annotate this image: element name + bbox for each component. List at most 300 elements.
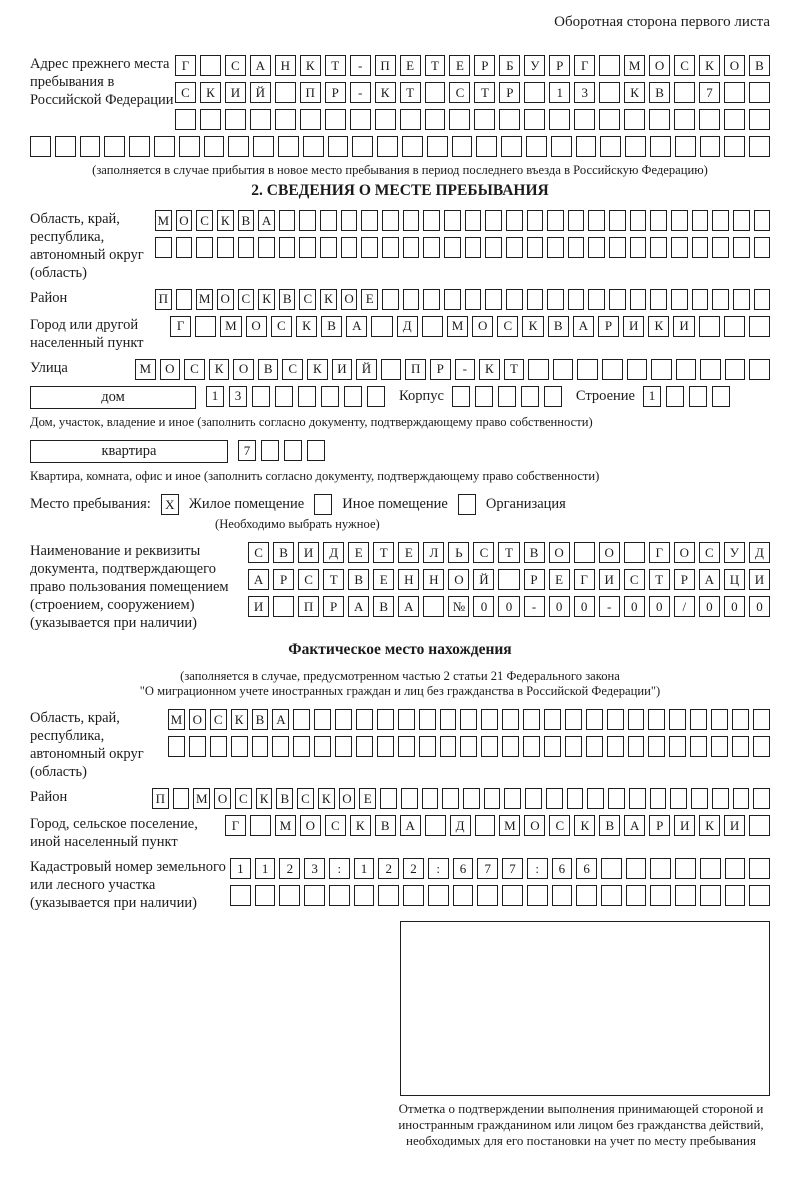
- char-cell: А: [346, 316, 367, 337]
- char-cell: [733, 788, 750, 809]
- char-cell: [367, 386, 385, 407]
- char-cell: [712, 386, 730, 407]
- char-cell: [506, 289, 523, 310]
- stay-option-other-checkbox: [314, 494, 332, 515]
- char-cell: К: [479, 359, 500, 380]
- char-cell: В: [599, 815, 620, 836]
- char-cell: В: [524, 542, 545, 563]
- char-cell: [485, 210, 502, 231]
- char-cell: Р: [474, 55, 495, 76]
- char-cell: [444, 237, 461, 258]
- street-label: Улица: [30, 359, 68, 376]
- char-cell: 0: [574, 596, 595, 617]
- char-cell: С: [238, 289, 255, 310]
- char-cell: А: [272, 709, 289, 730]
- char-cell: [501, 136, 522, 157]
- document-row-2: [248, 569, 770, 590]
- char-cell: [252, 736, 269, 757]
- char-cell: 6: [453, 858, 474, 879]
- char-cell: [298, 386, 316, 407]
- char-cell: [650, 237, 667, 258]
- char-cell: Н: [398, 569, 419, 590]
- char-cell: [463, 788, 480, 809]
- char-cell: О: [160, 359, 181, 380]
- char-cell: [275, 386, 293, 407]
- char-cell: О: [724, 55, 745, 76]
- char-cell: [753, 736, 770, 757]
- char-cell: О: [339, 788, 356, 809]
- char-cell: [401, 788, 418, 809]
- prev-address-note: (заполняется в случае прибытия в новое место пребывания в период последнего въезда в Российскую Федерацию): [92, 163, 708, 177]
- char-cell: [669, 736, 686, 757]
- char-cell: [608, 788, 625, 809]
- char-cell: [725, 359, 746, 380]
- char-cell: Г: [649, 542, 670, 563]
- char-cell: М: [193, 788, 210, 809]
- char-cell: [356, 709, 373, 730]
- char-cell: [749, 815, 770, 836]
- char-cell: [674, 82, 695, 103]
- char-cell: Г: [175, 55, 196, 76]
- city-row: [30, 316, 770, 353]
- char-cell: -: [455, 359, 476, 380]
- stay-option-organization-checkbox: [458, 494, 476, 515]
- char-cell: [588, 237, 605, 258]
- char-cell: [465, 210, 482, 231]
- char-cell: Р: [430, 359, 451, 380]
- actual-district-label: Район: [30, 789, 68, 806]
- char-cell: Л: [423, 542, 444, 563]
- char-cell: [599, 109, 620, 130]
- char-cell: [711, 736, 728, 757]
- char-cell: С: [225, 55, 246, 76]
- char-cell: Ц: [724, 569, 745, 590]
- char-cell: [371, 316, 392, 337]
- char-cell: [252, 386, 270, 407]
- house-type-box: дом: [30, 386, 196, 409]
- char-cell: [328, 136, 349, 157]
- char-cell: 1: [230, 858, 251, 879]
- char-cell: [648, 736, 665, 757]
- char-cell: [498, 386, 516, 407]
- char-cell: [458, 494, 476, 515]
- char-cell: [691, 788, 708, 809]
- char-cell: А: [699, 569, 720, 590]
- char-cell: П: [152, 788, 169, 809]
- char-cell: [428, 885, 449, 906]
- char-cell: О: [524, 815, 545, 836]
- char-cell: [375, 109, 396, 130]
- char-cell: [344, 386, 362, 407]
- char-cell: К: [209, 359, 230, 380]
- char-cell: [460, 709, 477, 730]
- char-cell: [700, 359, 721, 380]
- char-cell: [465, 237, 482, 258]
- char-cell: У: [524, 55, 545, 76]
- char-cell: [699, 316, 720, 337]
- char-cell: [733, 237, 750, 258]
- char-cell: О: [472, 316, 493, 337]
- char-cell: [200, 109, 221, 130]
- char-cell: Ь: [448, 542, 469, 563]
- char-cell: [284, 440, 302, 461]
- char-cell: [279, 237, 296, 258]
- actual-region-label: Область, край, республика, автономный округ (область): [30, 710, 144, 781]
- char-cell: [419, 709, 436, 730]
- char-cell: [574, 109, 595, 130]
- char-cell: Т: [373, 542, 394, 563]
- char-cell: [314, 709, 331, 730]
- char-cell: №: [448, 596, 469, 617]
- char-cell: 1: [549, 82, 570, 103]
- actual-region-block: [30, 709, 770, 782]
- char-cell: [553, 359, 574, 380]
- char-cell: [692, 289, 709, 310]
- korpus-cells: [452, 386, 562, 407]
- char-cell: [628, 736, 645, 757]
- char-cell: [724, 316, 745, 337]
- char-cell: [650, 788, 667, 809]
- char-cell: [609, 210, 626, 231]
- char-cell: Й: [250, 82, 271, 103]
- char-cell: 0: [549, 596, 570, 617]
- char-cell: [499, 109, 520, 130]
- char-cell: И: [749, 569, 770, 590]
- prev-address-row-1: [175, 55, 770, 76]
- char-cell: [475, 386, 493, 407]
- char-cell: [676, 359, 697, 380]
- char-cell: 0: [498, 596, 519, 617]
- char-cell: [630, 237, 647, 258]
- actual-district-row: [30, 788, 770, 809]
- char-cell: [576, 136, 597, 157]
- char-cell: [733, 210, 750, 231]
- char-cell: [700, 136, 721, 157]
- cadastral-row-1: [230, 858, 770, 879]
- char-cell: [378, 885, 399, 906]
- char-cell: [675, 858, 696, 879]
- region-label: Область, край, республика, автономный округ (область): [30, 211, 144, 282]
- char-cell: [749, 858, 770, 879]
- char-cell: [403, 885, 424, 906]
- char-cell: [690, 709, 707, 730]
- char-cell: А: [573, 316, 594, 337]
- char-cell: [255, 885, 276, 906]
- char-cell: [568, 289, 585, 310]
- char-cell: К: [318, 788, 335, 809]
- document-row-1: [248, 542, 770, 563]
- char-cell: А: [248, 569, 269, 590]
- char-cell: Т: [498, 542, 519, 563]
- char-cell: К: [258, 289, 275, 310]
- char-cell: 7: [238, 440, 256, 461]
- char-cell: [279, 210, 296, 231]
- char-cell: [574, 542, 595, 563]
- char-cell: [544, 386, 562, 407]
- char-cell: [524, 82, 545, 103]
- char-cell: [607, 736, 624, 757]
- char-cell: [204, 136, 225, 157]
- cadastral-label: Кадастровый номер земельного или лесного участка (указывается при наличии): [30, 859, 226, 911]
- char-cell: -: [350, 82, 371, 103]
- char-cell: [425, 82, 446, 103]
- char-cell: [724, 82, 745, 103]
- char-cell: О: [448, 569, 469, 590]
- char-cell: С: [196, 210, 213, 231]
- char-cell: С: [282, 359, 303, 380]
- char-cell: С: [298, 569, 319, 590]
- actual-location-title: Фактическое место нахождения: [288, 640, 512, 658]
- char-cell: М: [155, 210, 172, 231]
- char-cell: [528, 359, 549, 380]
- char-cell: 7: [502, 858, 523, 879]
- char-cell: [380, 788, 397, 809]
- char-cell: А: [398, 596, 419, 617]
- char-cell: [565, 736, 582, 757]
- actual-district-cells: [152, 788, 770, 809]
- char-cell: [749, 885, 770, 906]
- char-cell: [279, 885, 300, 906]
- char-cell: А: [250, 55, 271, 76]
- char-cell: [626, 858, 647, 879]
- char-cell: И: [623, 316, 644, 337]
- char-cell: Е: [359, 788, 376, 809]
- city-label: Город или другой населенный пункт: [30, 316, 144, 351]
- char-cell: [601, 885, 622, 906]
- char-cell: [307, 440, 325, 461]
- char-cell: -: [599, 596, 620, 617]
- char-cell: В: [548, 316, 569, 337]
- char-cell: [587, 788, 604, 809]
- char-cell: [155, 237, 172, 258]
- char-cell: К: [350, 815, 371, 836]
- char-cell: [427, 136, 448, 157]
- char-cell: О: [674, 542, 695, 563]
- char-cell: В: [649, 82, 670, 103]
- char-cell: В: [321, 316, 342, 337]
- char-cell: [278, 136, 299, 157]
- char-cell: В: [258, 359, 279, 380]
- char-cell: В: [238, 210, 255, 231]
- char-cell: Р: [598, 316, 619, 337]
- char-cell: К: [699, 55, 720, 76]
- char-cell: [354, 885, 375, 906]
- char-cell: [228, 136, 249, 157]
- char-cell: [423, 210, 440, 231]
- char-cell: [551, 136, 572, 157]
- char-cell: Т: [649, 569, 670, 590]
- char-cell: В: [348, 569, 369, 590]
- char-cell: 1: [354, 858, 375, 879]
- char-cell: [176, 289, 193, 310]
- char-cell: [671, 210, 688, 231]
- prev-address-block: [30, 55, 770, 130]
- char-cell: [599, 55, 620, 76]
- char-cell: С: [449, 82, 470, 103]
- char-cell: [258, 237, 275, 258]
- char-cell: [502, 885, 523, 906]
- char-cell: К: [522, 316, 543, 337]
- district-row: [30, 289, 770, 310]
- char-cell: [651, 359, 672, 380]
- char-cell: Р: [549, 55, 570, 76]
- char-cell: [475, 815, 496, 836]
- actual-region-row-2: [168, 736, 770, 757]
- char-cell: [465, 289, 482, 310]
- char-cell: О: [217, 289, 234, 310]
- char-cell: [650, 136, 671, 157]
- char-cell: Р: [524, 569, 545, 590]
- char-cell: [320, 210, 337, 231]
- apartment-type-box: квартира: [30, 440, 228, 463]
- char-cell: Т: [425, 55, 446, 76]
- char-cell: А: [400, 815, 421, 836]
- actual-city-row: [30, 815, 770, 852]
- street-cells: [135, 359, 770, 380]
- char-cell: [625, 136, 646, 157]
- char-cell: [627, 359, 648, 380]
- char-cell: [403, 237, 420, 258]
- char-cell: [325, 109, 346, 130]
- char-cell: 1: [643, 386, 661, 407]
- char-cell: И: [298, 542, 319, 563]
- char-cell: 6: [552, 858, 573, 879]
- header-note: Оборотная сторона первого листа: [554, 14, 770, 30]
- char-cell: [568, 237, 585, 258]
- char-cell: [476, 136, 497, 157]
- char-cell: [600, 136, 621, 157]
- char-cell: [361, 237, 378, 258]
- char-cell: [129, 136, 150, 157]
- char-cell: [753, 788, 770, 809]
- char-cell: [402, 136, 423, 157]
- char-cell: [189, 736, 206, 757]
- char-cell: [670, 788, 687, 809]
- char-cell: [196, 237, 213, 258]
- street-row: [30, 359, 770, 380]
- char-cell: 2: [378, 858, 399, 879]
- char-cell: [474, 109, 495, 130]
- char-cell: [481, 736, 498, 757]
- char-cell: [544, 709, 561, 730]
- char-cell: [398, 736, 415, 757]
- char-cell: 0: [749, 596, 770, 617]
- char-cell: [442, 788, 459, 809]
- char-cell: В: [375, 815, 396, 836]
- char-cell: [624, 542, 645, 563]
- char-cell: [547, 289, 564, 310]
- char-cell: 1: [206, 386, 224, 407]
- char-cell: [253, 136, 274, 157]
- char-cell: [666, 386, 684, 407]
- char-cell: [452, 386, 470, 407]
- char-cell: [725, 885, 746, 906]
- char-cell: С: [325, 815, 346, 836]
- char-cell: -: [350, 55, 371, 76]
- char-cell: 6: [576, 858, 597, 879]
- char-cell: О: [176, 210, 193, 231]
- char-cell: О: [246, 316, 267, 337]
- cadastral-block: [30, 858, 770, 913]
- char-cell: [400, 109, 421, 130]
- actual-city-label: Город, сельское поселение, иной населенный пункт: [30, 816, 198, 851]
- prev-address-row-2: [175, 82, 770, 103]
- char-cell: [403, 210, 420, 231]
- apartment-row: [30, 440, 770, 463]
- char-cell: [303, 136, 324, 157]
- char-cell: [314, 736, 331, 757]
- char-cell: [377, 709, 394, 730]
- char-cell: [650, 289, 667, 310]
- char-cell: [335, 736, 352, 757]
- char-cell: Й: [356, 359, 377, 380]
- char-cell: О: [649, 55, 670, 76]
- apartment-note: Квартира, комната, офис и иное (заполнить согласно документу, подтверждающему право собственности): [30, 469, 600, 484]
- stay-option-other-label: Иное помещение: [342, 496, 448, 513]
- char-cell: С: [674, 55, 695, 76]
- char-cell: [565, 709, 582, 730]
- char-cell: [210, 736, 227, 757]
- char-cell: [700, 858, 721, 879]
- actual-location-note-2: "О миграционном учете иностранных граждан и лиц без гражданства в Российской Федерации"): [139, 684, 661, 699]
- char-cell: [711, 709, 728, 730]
- district-label: Район: [30, 289, 68, 306]
- char-cell: М: [499, 815, 520, 836]
- char-cell: /: [674, 596, 695, 617]
- char-cell: [754, 289, 771, 310]
- char-cell: [588, 210, 605, 231]
- char-cell: Д: [749, 542, 770, 563]
- char-cell: [524, 109, 545, 130]
- char-cell: О: [549, 542, 570, 563]
- char-cell: 3: [574, 82, 595, 103]
- char-cell: [80, 136, 101, 157]
- char-cell: [749, 316, 770, 337]
- char-cell: [335, 709, 352, 730]
- char-cell: [350, 109, 371, 130]
- char-cell: О: [599, 542, 620, 563]
- char-cell: [231, 736, 248, 757]
- char-cell: [381, 359, 402, 380]
- char-cell: [749, 136, 770, 157]
- char-cell: [195, 316, 216, 337]
- region-row-1: [155, 210, 770, 231]
- char-cell: [299, 210, 316, 231]
- char-cell: С: [184, 359, 205, 380]
- char-cell: О: [300, 815, 321, 836]
- char-cell: [724, 109, 745, 130]
- char-cell: [217, 237, 234, 258]
- char-cell: Г: [574, 569, 595, 590]
- char-cell: Р: [325, 82, 346, 103]
- document-block: [30, 542, 770, 633]
- char-cell: [453, 885, 474, 906]
- char-cell: [423, 596, 444, 617]
- char-cell: [506, 237, 523, 258]
- char-cell: [352, 136, 373, 157]
- stay-option-residential-label: Жилое помещение: [188, 496, 305, 513]
- char-cell: [506, 210, 523, 231]
- char-cell: Е: [449, 55, 470, 76]
- stay-option-organization-label: Организация: [485, 496, 566, 513]
- char-cell: [547, 210, 564, 231]
- char-cell: Т: [474, 82, 495, 103]
- char-cell: [599, 82, 620, 103]
- char-cell: [382, 289, 399, 310]
- char-cell: [630, 289, 647, 310]
- char-cell: Г: [574, 55, 595, 76]
- char-cell: 2: [279, 858, 300, 879]
